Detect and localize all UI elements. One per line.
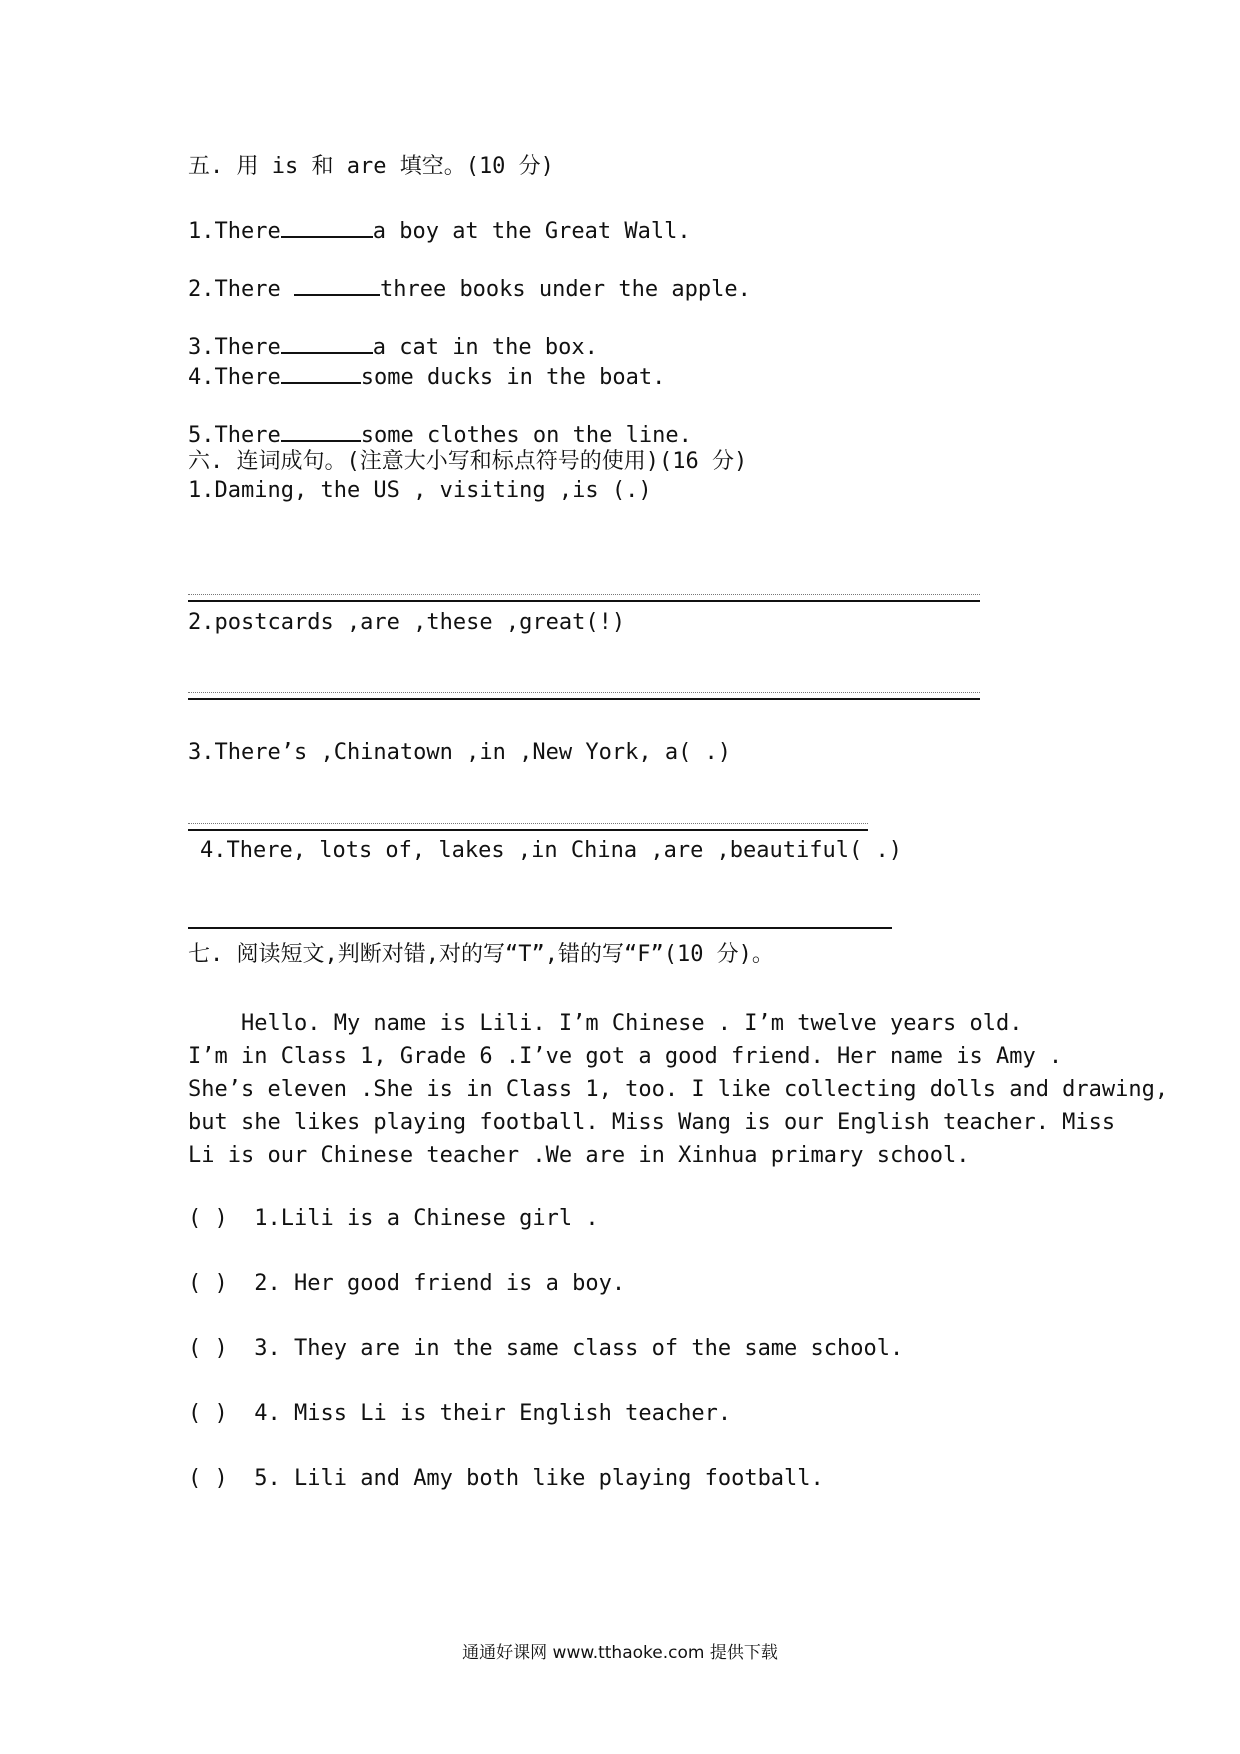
reading-passage-line-2: I’m in Class 1, Grade 6 .I’ve got a good friend. Her name is Amy . (188, 1044, 1063, 1069)
tf-statement-1: 1.Lili is a Chinese girl . (254, 1206, 599, 1231)
fill-item-2-post: three books under the apple. (379, 277, 751, 302)
answer-blank-4[interactable] (281, 360, 361, 384)
fill-item-1-post: a boy at the Great Wall. (372, 219, 691, 244)
answer-line-2[interactable] (188, 698, 980, 700)
answer-line-3[interactable] (188, 829, 868, 831)
tf-item-2 (188, 1269, 625, 1299)
answer-blank-3[interactable] (281, 330, 373, 354)
dotted-guide-2 (188, 692, 980, 693)
tf-answer-bracket-4[interactable]: ( ) (188, 1401, 228, 1426)
word-order-item-3: 3.There’s ,Chinatown ,in ,New York, a( .) (188, 740, 732, 765)
page-footer: 通通好课网 www.tthaoke.com 提供下载 (462, 1643, 778, 1663)
word-order-item-4: 4.There, lots of, lakes ,in China ,are ,beautiful( .) (200, 838, 902, 863)
fill-item-2-pre: 2.There (188, 277, 294, 302)
answer-line-4[interactable] (188, 927, 892, 929)
tf-statement-2: 2. Her good friend is a boy. (254, 1271, 626, 1296)
answer-blank-5[interactable] (281, 418, 361, 442)
dotted-guide-1 (188, 594, 980, 595)
tf-item-1 (188, 1204, 599, 1234)
fill-item-5-post: some clothes on the line. (360, 423, 692, 448)
fill-item-3-post: a cat in the box. (372, 335, 598, 360)
reading-passage-line-5: Li is our Chinese teacher .We are in Xinhua primary school. (188, 1143, 970, 1168)
fill-item-4-pre: 4.There (188, 365, 281, 390)
fill-item-1-pre: 1.There (188, 219, 281, 244)
reading-passage-line-4: but she likes playing football. Miss Wang is our English teacher. Miss (188, 1110, 1116, 1135)
section-6-title: 六. 连词成句。(注意大小写和标点符号的使用)(16 分) (188, 449, 748, 474)
fill-item-3-pre: 3.There (188, 335, 281, 360)
answer-blank-1[interactable] (281, 214, 373, 238)
answer-line-1[interactable] (188, 600, 980, 602)
tf-item-4 (188, 1399, 731, 1429)
fill-item-4 (188, 360, 665, 393)
tf-item-5 (188, 1464, 824, 1494)
fill-item-5-pre: 5.There (188, 423, 281, 448)
section-7-title: 七. 阅读短文,判断对错,对的写“T”,错的写“F”(10 分)。 (188, 942, 774, 967)
reading-passage-line-1: Hello. My name is Lili. I’m Chinese . I’m twelve years old. (188, 1011, 1023, 1036)
tf-answer-bracket-2[interactable]: ( ) (188, 1271, 228, 1296)
tf-statement-3: 3. They are in the same class of the same school. (254, 1336, 904, 1361)
tf-answer-bracket-1[interactable]: ( ) (188, 1206, 228, 1231)
section-5-title: 五. 用 is 和 are 填空。(10 分) (188, 154, 554, 179)
fill-item-4-post: some ducks in the boat. (360, 365, 666, 390)
tf-statement-4: 4. Miss Li is their English teacher. (254, 1401, 732, 1426)
tf-item-3 (188, 1334, 903, 1364)
reading-passage-line-3: She’s eleven .She is in Class 1, too. I like collecting dolls and drawing, (188, 1077, 1169, 1102)
word-order-item-1: 1.Daming, the US , visiting ,is (.) (188, 478, 652, 503)
tf-answer-bracket-3[interactable]: ( ) (188, 1336, 228, 1361)
tf-answer-bracket-5[interactable]: ( ) (188, 1466, 228, 1491)
answer-blank-2[interactable] (294, 272, 380, 296)
fill-item-3 (188, 330, 598, 363)
tf-statement-5: 5. Lili and Amy both like playing football. (254, 1466, 824, 1491)
dotted-guide-3 (188, 823, 868, 824)
word-order-item-2: 2.postcards ,are ,these ,great(!) (188, 610, 626, 635)
fill-item-2 (188, 272, 751, 305)
fill-item-1 (188, 214, 691, 247)
